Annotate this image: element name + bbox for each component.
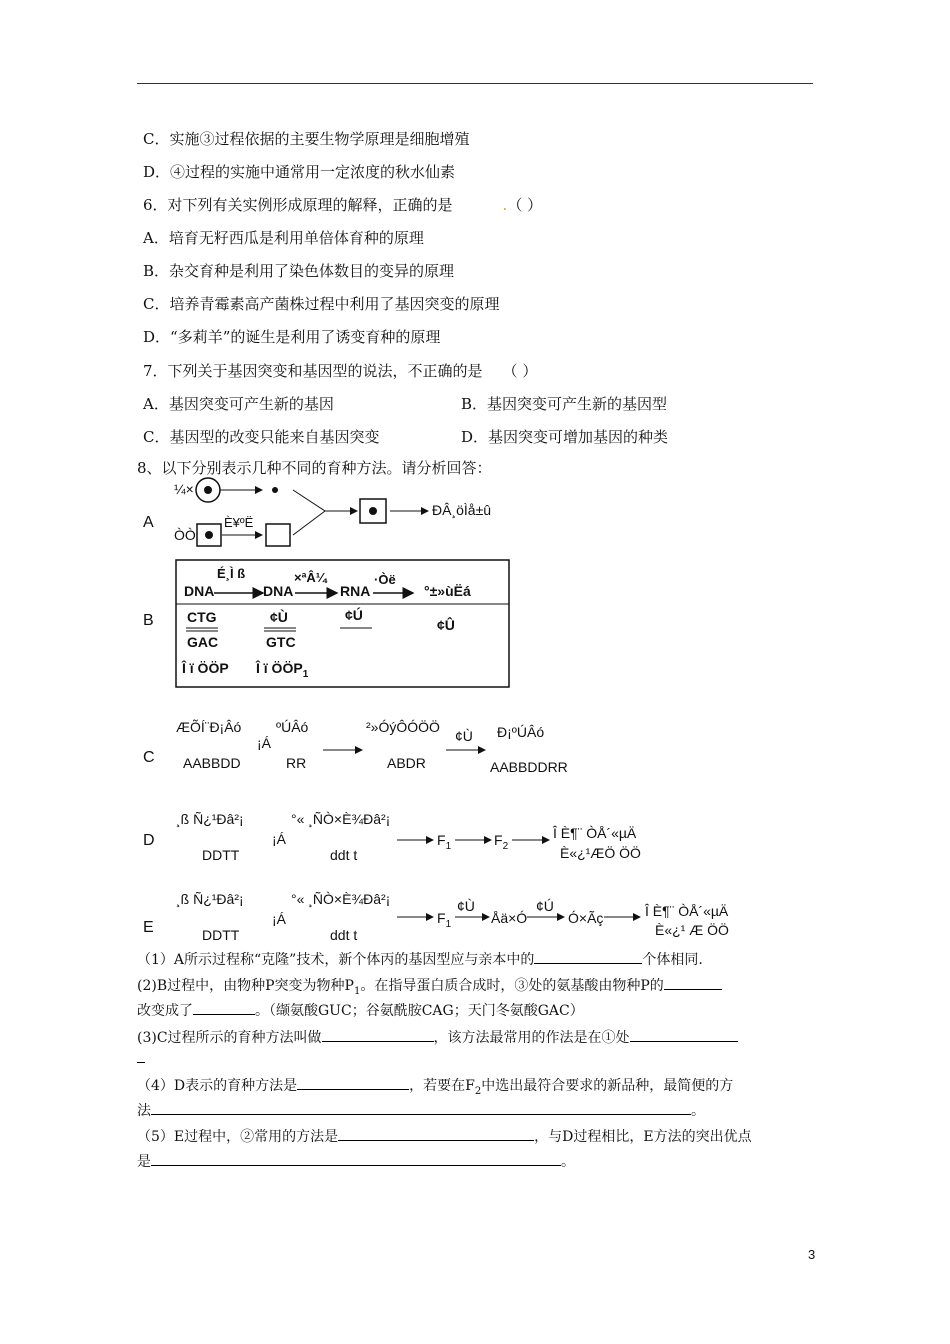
sub-question-1	[137, 949, 703, 969]
q5-text-d: 。	[561, 1154, 575, 1170]
label-e: E	[143, 919, 154, 936]
e-result-line1: Î È¶¨ ÒÅ´«µÄ	[645, 903, 729, 919]
q4-text-d: 法	[137, 1103, 151, 1119]
q2-text-c: 改变成了	[137, 1003, 193, 1019]
b-rna: RNA	[340, 583, 371, 599]
q7-option-b: B．基因突变可产生新的基因型	[461, 395, 668, 413]
q7-paren: （ ）	[502, 362, 538, 380]
q4-sub: 2	[474, 1085, 482, 1097]
page-number: 3	[808, 1247, 816, 1262]
label-d: D	[143, 832, 155, 849]
b-codon2-top: ¢Ù	[270, 609, 288, 625]
b-codon1-top: CTG	[187, 609, 217, 625]
e-cross: ¡Á	[272, 911, 286, 927]
c-hybrid-genotype: ABDR	[387, 755, 426, 771]
q6-option-b: B．杂交育种是利用了染色体数目的变异的原理	[143, 262, 455, 280]
e-f1-sub: 1	[445, 918, 452, 930]
e-parent1: ¸ß Ñ¿¹Ðâ²¡	[176, 891, 244, 907]
q4-text-e: 。	[691, 1103, 705, 1119]
a-step: È¥ºË	[224, 515, 254, 530]
label-b: B	[143, 612, 154, 629]
q5-text-b: ，与D过程相比，E方法的突出优点	[534, 1129, 752, 1145]
q6-option-a: A．培育无籽西瓜是利用单倍体育种的原理	[143, 229, 424, 247]
c-result-genotype: AABBDDRR	[490, 759, 568, 775]
recipient-nucleus-icon	[205, 531, 213, 539]
d-parent2: °« ¸ÑÒ×È¾Ðâ²¡	[291, 811, 391, 827]
b-codon3: ¢Ú	[345, 607, 363, 623]
q5-blank-2[interactable]	[151, 1151, 561, 1166]
q5-text: （5）E过程中，②常用的方法是	[137, 1129, 339, 1145]
q6-paren: （ ）	[507, 196, 543, 214]
fused-nucleus-icon	[369, 507, 377, 515]
q3-text-b: ，该方法最常用的作法是在①处	[433, 1030, 630, 1046]
c-parent1: ÆÕÍ¨Ð¡Âó	[176, 719, 242, 735]
d-parent2-genotype: ddt t	[330, 847, 358, 863]
q6-stem-text: 6．对下列有关实例形成原理的解释，正确的是	[143, 196, 453, 214]
d-result-line1: Î È¶¨ ÒÅ´«µÄ	[553, 825, 637, 841]
c-result: Ð¡ºÚÂó	[497, 724, 545, 740]
q2-text-b: 。在指导蛋白质合成时，③处的氨基酸由物种P的	[360, 978, 664, 994]
merge-line-1	[293, 490, 325, 511]
b-species-p1	[256, 660, 308, 680]
q4-text-c: 中选出最符合要求的新品种，最简便的方	[481, 1078, 734, 1094]
b-protein: °±»ùËá	[424, 583, 471, 599]
d-parent1: ¸ß Ñ¿¹Ðâ²¡	[176, 811, 244, 827]
e-parent2: °« ¸ÑÒ×È¾Ðâ²¡	[291, 891, 391, 907]
d-f2-sub: 2	[502, 840, 509, 852]
e-f1	[437, 910, 451, 930]
q2-blank-1[interactable]	[664, 975, 722, 990]
sub-question-2	[137, 975, 722, 997]
q7-stem-text: 7．下列关于基因突变和基因型的说法，不正确的是	[143, 362, 483, 380]
e-f1-text: F	[437, 910, 446, 926]
b-species-p1-text: Î ï ÖÖP	[256, 660, 303, 676]
q8-stem: 8、以下分别表示几种不同的育种方法。请分析回答：	[137, 459, 492, 477]
c-step1: ¢Ù	[455, 728, 473, 744]
b-dna1: DNA	[184, 583, 215, 599]
b-arrow3-label: ·Òë	[374, 572, 396, 587]
q2-text-d: 。（缬氨酸GUC；谷氨酰胺CAG；天门冬氨酸GAC）	[255, 1003, 584, 1019]
d-f1-sub: 1	[445, 840, 452, 852]
b-arrow1-label: É¸Ì ß	[217, 566, 246, 581]
e-parent1-genotype: DDTT	[202, 927, 240, 943]
d-f1-text: F	[437, 832, 446, 848]
q1-text: （1）A所示过程称“克隆”技术，新个体丙的基因型应与亲本中的	[137, 952, 535, 968]
q5-text-c: 是	[137, 1154, 151, 1170]
b-arrow2-label: ×ªÂ¼	[294, 570, 327, 585]
sub-question-5-cont	[137, 1151, 575, 1171]
b-codon2-bottom: GTC	[266, 634, 296, 650]
c-parent1-genotype: AABBDD	[183, 755, 241, 771]
q2-sub: 1	[353, 985, 361, 997]
label-c: C	[143, 749, 155, 766]
e-parent2-genotype: ddt t	[330, 927, 358, 943]
option-c-top: C．实施③过程依据的主要生物学原理是细胞增殖	[143, 130, 470, 148]
q3-text: (3)C过程所示的育种方法叫做	[137, 1030, 322, 1046]
q6-option-d: D．“多莉羊”的诞生是利用了诱变育种的原理	[143, 328, 441, 346]
q7-option-d: D．基因突变可增加基因的种类	[461, 428, 669, 446]
label-a: A	[143, 514, 154, 531]
sub-question-5	[137, 1126, 752, 1146]
q4-text: （4）D表示的育种方法是	[137, 1078, 298, 1094]
b-codon4: ¢Û	[437, 617, 455, 633]
nucleus-icon	[204, 486, 212, 494]
sub-question-4	[137, 1075, 733, 1097]
c-cross: ¡Á	[257, 735, 271, 751]
c-hybrid: ²»ÓýÔÓÖÖ	[366, 719, 440, 735]
a-recipient: ÒÒ	[174, 527, 196, 543]
q1-text-end: 个体相同.	[642, 952, 703, 968]
e-result-line2: È«¿¹ Æ ÖÖ	[655, 922, 729, 938]
sub-question-2-cont	[137, 1000, 584, 1020]
q1-blank[interactable]	[534, 949, 642, 964]
q3-blank-2[interactable]	[630, 1027, 738, 1042]
e-gamete: Åä×Ó	[491, 910, 528, 926]
a-result: ÐÂ¸öÌå±û	[432, 502, 492, 518]
d-f1	[437, 832, 451, 852]
q2-text: (2)B过程中，由物种P突变为物种P	[137, 978, 354, 994]
q5-blank-1[interactable]	[338, 1126, 534, 1141]
e-step2: ¢Ú	[536, 898, 554, 914]
a-donor: ¼×	[174, 481, 194, 497]
c-parent2: ºÚÂó	[276, 719, 309, 735]
option-d-top: D．④过程的实施中通常用一定浓度的秋水仙素	[143, 163, 456, 181]
yellow-dot: .	[502, 196, 508, 214]
q3-blank-cont[interactable]	[137, 1052, 145, 1063]
d-result-line2: È«¿¹ÆÖ ÖÖ	[560, 845, 641, 861]
q4-blank-2[interactable]	[151, 1100, 691, 1115]
merge-line-2	[293, 511, 325, 535]
q7-option-a: A．基因突变可产生新的基因	[143, 395, 334, 413]
c-parent2-genotype: RR	[286, 755, 307, 771]
q7-option-c: C．基因型的改变只能来自基因突变	[143, 428, 380, 446]
q4-blank-1[interactable]	[297, 1075, 409, 1090]
q3-blank-1[interactable]	[322, 1027, 434, 1042]
d-f2	[494, 832, 508, 852]
e-seedling: Ó×Ãç	[568, 910, 604, 926]
b-dna2: DNA	[263, 583, 294, 599]
d-parent1-genotype: DDTT	[202, 847, 240, 863]
nucleus-dot-icon	[272, 487, 278, 493]
enucleated-cell-icon	[266, 524, 290, 546]
sub-question-4-cont	[137, 1100, 705, 1120]
q6-option-c: C．培养青霉素高产菌株过程中利用了基因突变的原理	[143, 295, 500, 313]
d-cross: ¡Á	[272, 831, 286, 847]
b-species-p1-sub: 1	[302, 668, 309, 680]
q4-text-b: ，若要在F	[409, 1078, 475, 1094]
sub-question-3	[137, 1027, 738, 1047]
e-step1: ¢Ù	[457, 898, 475, 914]
b-codon1-bottom: GAC	[187, 634, 219, 650]
q2-blank-2[interactable]	[193, 1000, 255, 1015]
d-f2-text: F	[494, 832, 503, 848]
b-species-p: Î ï ÖÖP	[182, 660, 229, 676]
